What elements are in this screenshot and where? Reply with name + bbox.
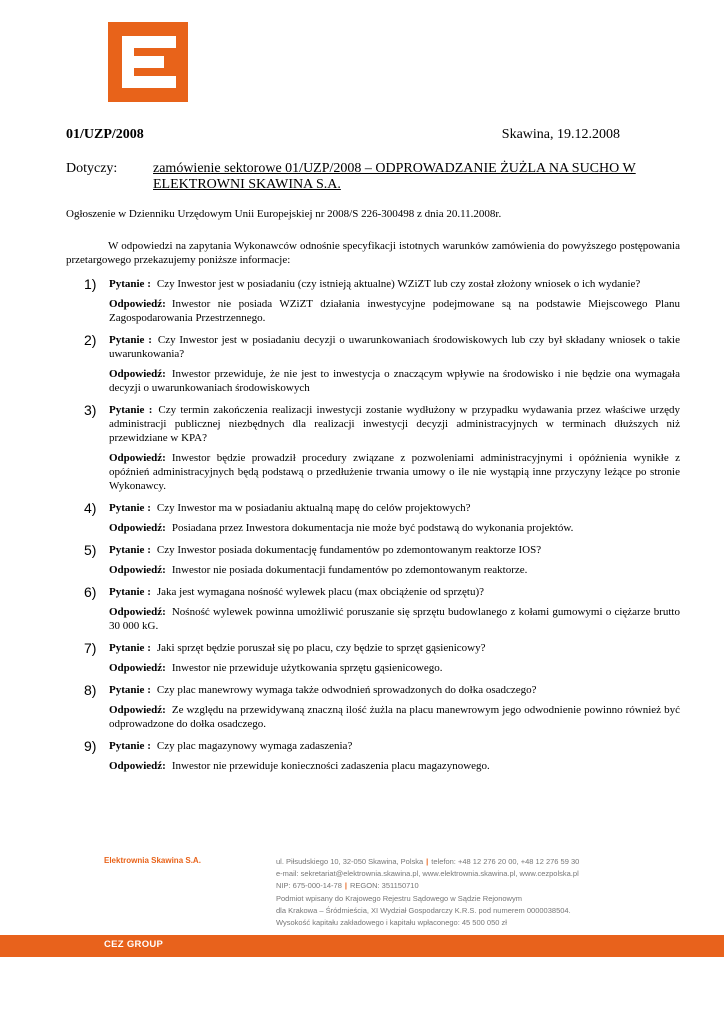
answer-text: Posiadana przez Inwestora dokumentacja nie może być podstawą do wykonania projektów. (171, 522, 574, 534)
answer-label: Odpowiedź: (109, 662, 166, 674)
question-label: Pytanie : (109, 684, 151, 696)
answer-text: Inwestor nie przewiduje użytkowania sprzętu gąsienicowego. (171, 662, 443, 674)
qa-item (84, 585, 680, 633)
intro-paragraph: W odpowiedzi na zapytania Wykonawców odnośnie specyfikacji istotnych warunków zamówienia do powyższego postępowania przetargowego przekazujemy poniższe informacje: (66, 240, 680, 266)
answer (109, 703, 680, 731)
cez-logo-icon (108, 22, 188, 102)
footer-nip: NIP: 675-000-14-78 (276, 881, 342, 891)
question (109, 739, 680, 753)
qa-number: 9) (84, 738, 97, 754)
question-label: Pytanie : (109, 586, 151, 598)
qa-item (84, 333, 680, 395)
qa-list (84, 277, 680, 781)
question-label: Pytanie : (109, 404, 153, 416)
answer-text: Inwestor nie posiada dokumentacji fundamentów po zdemontowanym reaktorze. (171, 564, 528, 576)
answer-text: Ze względu na przewidywaną znaczną ilość żużla na placu manewrowym jego odwodnienie powinno również być odprowadzone do dołka osadczego. (109, 704, 680, 730)
answer (109, 563, 680, 577)
question-text: Czy plac manewrowy wymaga także odwodnień sprowadzonych do dołka osadczego? (156, 684, 537, 696)
footer-regon: REGON: 351150710 (349, 881, 419, 891)
qa-item (84, 739, 680, 773)
answer-label: Odpowiedź: (109, 564, 166, 576)
document-reference: 01/UZP/2008 (66, 127, 144, 142)
question (109, 333, 680, 361)
question-text: Jaki sprzęt będzie poruszał się po placu, czy będzie to sprzęt gąsienicowy? (156, 642, 486, 654)
question (109, 403, 680, 445)
answer-label: Odpowiedź: (109, 606, 166, 618)
footer-line (276, 856, 656, 868)
qa-number: 6) (84, 584, 97, 600)
footer-registry-2: dla Krakowa – Śródmieścia, XI Wydział Gospodarczy K.R.S. pod numerem 0000038504. (276, 905, 571, 915)
question-text: Czy plac magazynowy wymaga zadaszenia? (156, 740, 353, 752)
qa-item (84, 543, 680, 577)
qa-number: 2) (84, 332, 97, 348)
question (109, 641, 680, 655)
answer-label: Odpowiedź: (109, 368, 166, 380)
question-text: Czy Inwestor jest w posiadaniu (czy istnieją aktualne) WZiZT lub czy został złożony wniosek o ich wydanie? (156, 278, 641, 290)
footer-line (276, 880, 656, 892)
subject-text: zamówienie sektorowe 01/UZP/2008 – ODPROWADZANIE ŻUŻLA NA SUCHO W ELEKTROWNI SKAWINA S.A. (153, 161, 636, 192)
qa-number: 5) (84, 542, 97, 558)
answer (109, 367, 680, 395)
answer (109, 521, 680, 535)
qa-item (84, 641, 680, 675)
answer (109, 451, 680, 493)
answer-label: Odpowiedź: (109, 452, 166, 464)
answer-text: Nośność wylewek powinna umożliwić poruszanie się sprzętu budowlanego z kołami gumowymi o ciężarze brutto 30 000 kG. (109, 606, 680, 632)
question (109, 277, 680, 291)
footer-separator: | (344, 881, 347, 891)
question-text: Czy termin zakończenia realizacji inwestycji zostanie wydłużony w przypadku wydawania przez właściwe urzędy administracji publicznej niezbędnych dla realizacji inwestycji decyzji administracyjnych w terminach dłuższych niż przewidziane w KPA? (109, 404, 680, 444)
qa-number: 3) (84, 402, 97, 418)
question-label: Pytanie : (109, 502, 151, 514)
question-text: Jaka jest wymagana nośność wylewek placu (max obciążenie od sprzętu)? (156, 586, 484, 598)
question-label: Pytanie : (109, 740, 151, 752)
qa-item (84, 501, 680, 535)
question-label: Pytanie : (109, 544, 151, 556)
question (109, 543, 680, 557)
answer-label: Odpowiedź: (109, 298, 166, 310)
question-text: Czy Inwestor posiada dokumentację fundamentów po zdemontowanym reaktorze IOS? (156, 544, 542, 556)
footer-contact-info (276, 856, 656, 929)
footer-phone: telefon: +48 12 276 20 00, +48 12 276 59 30 (431, 857, 580, 866)
question (109, 585, 680, 599)
qa-number: 1) (84, 276, 97, 292)
question-text: Czy Inwestor ma w posiadaniu aktualną mapę do celów projektowych? (156, 502, 471, 514)
answer (109, 605, 680, 633)
question-label: Pytanie : (109, 334, 152, 346)
qa-number: 4) (84, 500, 97, 516)
answer-text: Inwestor nie przewiduje konieczności zadaszenia placu magazynowego. (171, 760, 490, 772)
qa-item (84, 277, 680, 325)
answer (109, 661, 680, 675)
brand-bar (0, 935, 724, 957)
journal-notice: Ogłoszenie w Dzienniku Urzędowym Unii Europejskiej nr 2008/S 226-300498 z dnia 20.11.2008r. (66, 208, 502, 220)
answer-label: Odpowiedź: (109, 760, 166, 772)
question (109, 501, 680, 515)
answer (109, 759, 680, 773)
qa-number: 7) (84, 640, 97, 656)
question-label: Pytanie : (109, 642, 151, 654)
qa-number: 8) (84, 682, 97, 698)
answer (109, 297, 680, 325)
question-label: Pytanie : (109, 278, 151, 290)
place-and-date: Skawina, 19.12.2008 (501, 127, 620, 142)
footer-address: ul. Piłsudskiego 10, 32-050 Skawina, Polska (276, 857, 424, 866)
answer-text: Inwestor przewiduje, że nie jest to inwestycja o znaczącym wpływie na środowisko i nie będzie ona wymagała decyzji o uwarunkowaniach środowiskowych (109, 368, 680, 394)
answer-label: Odpowiedź: (109, 704, 166, 716)
qa-item (84, 683, 680, 731)
footer-separator: | (426, 857, 429, 866)
answer-text: Inwestor będzie prowadził procedury związane z pozwoleniami administracyjnymi i opóźnienia wynikłe z opóźnień administracyjnych będą podstawą o przedłużenie trwania umowy o ile nie wystąpią inne przyczyny leżące po stronie Wykonawcy. (109, 452, 680, 492)
letterhead-footer (0, 850, 724, 940)
question (109, 683, 680, 697)
footer-email: e-mail: sekretariat@elektrownia.skawina.pl, www.elektrownia.skawina.pl, www.cezpolska.pl (276, 869, 579, 879)
cez-group-label: CEZ GROUP (104, 939, 164, 950)
subject-label: Dotyczy: (66, 161, 118, 176)
footer-company-name: Elektrownia Skawina S.A. (104, 856, 201, 865)
company-logo (108, 22, 188, 102)
footer-capital: Wysokość kapitału zakładowego i kapitału wpłaconego: 45 500 050 zł (276, 918, 507, 928)
question-text: Czy Inwestor jest w posiadaniu decyzji o uwarunkowaniach środowiskowych lub czy był składany wniosek o takie uwarunkowania? (109, 334, 680, 360)
footer-registry-1: Podmiot wpisany do Krajowego Rejestru Sądowego w Sądzie Rejonowym (276, 893, 522, 903)
answer-label: Odpowiedź: (109, 522, 166, 534)
answer-text: Inwestor nie posiada WZiZT działania inwestycyjne podejmowane są na podstawie Miejscowego Planu Zagospodarowania Przestrzennego. (109, 298, 680, 324)
qa-item (84, 403, 680, 493)
